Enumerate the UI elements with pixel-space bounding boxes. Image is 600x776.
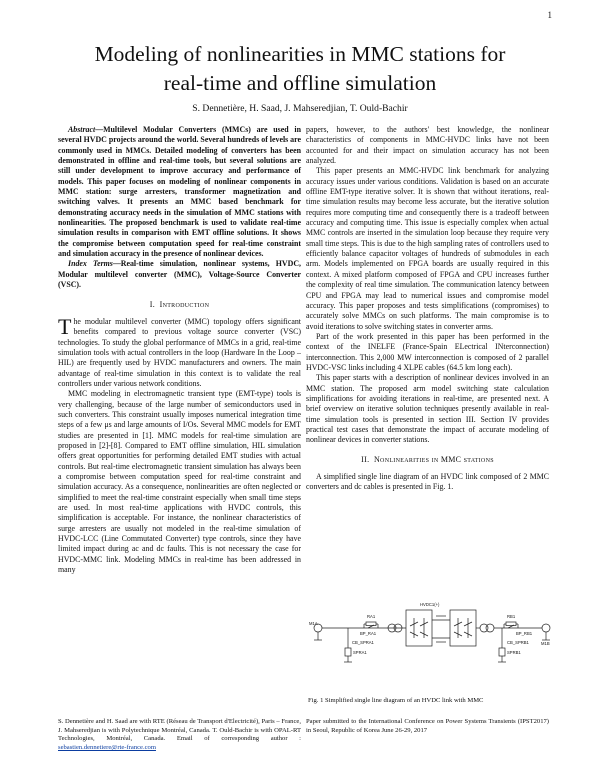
right-paragraph-2: This paper presents an MMC-HVDC link benchmark for analyzing accuracy issues under various conditions. Validation is based on an accurate offline EMT-type iterative solver. It is shown that without iterations, real-time simulation results may become less accurate, but the iterative solution requires more computing time and consequently there is a tradeoff between accuracy and computing time. This issue is especially complex when actual MMC controls are inserted in the simulation loop because they require very small time steps. This is due to the high sampling rates of controllers used to efficiently balance capacitor voltages of hundreds of submodules in each arm. Models implemented on FPGA boards are usually required in this context. A mixed platform composed of FPGA and CPU increases further the complexity of real time simulation. The communication latency between CPU and FPGA may lead to numerical issues and compromise model accuracy. This paper proposes and tests simplifications (compromises) to accurately solve MMCs on such platforms. The main compromise is to avoid iterations to solve switching states in converter arms.	[306, 166, 549, 331]
label-hvdc: HVDC1(+)	[420, 602, 440, 607]
right-paragraph-4: This paper starts with a description of nonlinear devices involved in an MMC station. The proposed arm model switching state calculation simplifications for avoiding iterations in real-time, are presented next. A brief overview on iterative solution techniques presently available in real-time simulation tools is presented in section III. Section IV provides practical test cases that demonstrate the impact of accurate modeling of nonlinear devices in converter stations.	[306, 373, 549, 445]
surge-arrester-right-icon	[499, 648, 505, 656]
intro-paragraph-1	[58, 313, 301, 389]
label-sprb1: SPRB1	[507, 650, 521, 655]
label-ra1: RA1	[367, 614, 376, 619]
section-heading-introduction	[58, 300, 301, 310]
abstract-text: —Multilevel Modular Converters (MMCs) are used in several HVDC projects around the world. Several hundreds of levels are commonly used in MMCs. Detailed modeling of converters has been demonstrated in offline and real-time tools, but several solutions are still under development to improve accuracy and performance of models. This paper focuses on modeling of nonlinear components in MMC station: surge arresters, transformer magnetization and switching valves. It presents an MMC based benchmark for demonstrating accuracy needs in the simulation of MMC stations with nonlinearities. The proposed benchmark is used to validate real-time simulation results in comparison with EMT offline solutions. It shows the compromise between computation speed for real-time constraint and simulation accuracy in the presence of nonlinear devices.	[58, 125, 301, 259]
label-spra1: SPRA1	[353, 650, 367, 655]
corresponding-email-link[interactable]: sebastien.dennetiere@rte-france.com	[58, 743, 156, 751]
label-m1b: M1B	[541, 641, 550, 646]
drop-cap: T	[58, 313, 72, 339]
label-m1a: M1A	[309, 621, 318, 626]
index-terms-text: —Real-time simulation, nonlinear systems, HVDC, Modular multilevel converter (MMC), Voltage-Source Converter (VSC).	[58, 259, 301, 290]
right-column	[306, 125, 549, 493]
source-right-icon	[542, 624, 550, 632]
section-number: II.	[361, 454, 370, 464]
label-cb-sprb1: CB_SPRB1	[507, 640, 529, 645]
section-title: Nonlinearities in MMC stations	[373, 454, 494, 464]
intro-paragraph-2: MMC modeling in electromagnetic transient type (EMT-type) tools is very challenging, because of the large number of semiconductors used in such converters. This constraint usually imposes numerical integration time steps of a few μs and large amounts of I/Os. Several MMC models for EMT studies are presented in [1]. MMC models for real-time simulation are proposed in [2]-[8]. Compared to EMT offline simulation, HIL simulation offers great opportunities for performing detailed EMT studies with actual controls. But real-time electromagnetic transient simulation has always been a compromise between computation speed for real-time constraint and simulation accuracy. As a consequence, nonlinearities are often neglected or simplified to meet the real-time constraint especially when small time steps are used. In most real-time applications with HVDC controls, this simplification is acceptable. For instance, the nonlinear characteristics of surge arresters are usually not modeled in the real-time simulation of HVDC-LCC (Line Commutated Converter) type controls, since they have limited impact during ac and dc faults. This is not necessary the case for HVDC-MMC link. Modeling MMCs in real-time has been addressed in many	[58, 389, 301, 575]
right-paragraph-3: Part of the work presented in this paper has been performed in the context of the INELFE (France-Spain ELectrical INterconnection) interconnection. This 2,000 MW interconnection is composed of 2 parallel HVDC-VSC links including 4 XLPE cables (64.5 km long each).	[306, 331, 549, 372]
paper-title	[40, 40, 560, 98]
page-number: 1	[547, 10, 552, 20]
resistor-rb1-icon	[506, 622, 516, 626]
abstract	[58, 125, 301, 259]
converter-left-icon	[406, 610, 432, 646]
label-bp-rb1: BP_RB1	[516, 631, 533, 636]
author-list: S. Dennetière, H. Saad, J. Mahseredjian, T. Ould-Bachir	[192, 103, 408, 114]
footnote-right: Paper submitted to the International Conference on Power Systems Transients (IPST2017) in Seoul, Republic of Korea June 26-29, 2017	[306, 718, 549, 734]
section-number: I.	[149, 299, 156, 309]
label-cb-spra1: CB_SPRA1	[352, 640, 374, 645]
title-line-2: real-time and offline simulation	[163, 71, 437, 95]
figure-1-diagram	[306, 598, 556, 696]
abstract-label: Abstract	[68, 125, 96, 134]
title-line-1: Modeling of nonlinearities in MMC stations for	[94, 42, 506, 66]
footnote-affiliations: S. Dennetière and H. Saad are with RTE (Réseau de Transport d'Electricité), Paris – France, J. Mahseredjian is with Polytechnique Montréal, Canada. T. Ould-Bachir is with OPAL-RT Technologies, Montréal, Canada. Email of corresponding author :	[58, 718, 301, 743]
converter-right-icon	[450, 610, 476, 646]
section-heading-nonlinearities	[306, 455, 549, 465]
intro-paragraph-1-text: he modular multilevel converter (MMC) topology offers significant benefits compared to previous voltage source converter (VSC) technologies. To study the global performance of MMCs in a grid, real-time simulation tools with actual controllers in the loop (Hardware In the Loop – HIL) are frequently used by HVDC manufacturers and owners. The main advantage of real-time simulation in this context is to validate the real controllers under various network conditions.	[58, 316, 301, 388]
section2-paragraph-1: A simplified single line diagram of an HVDC link composed of 2 MMC converters and dc cables is presented in Fig. 1.	[306, 472, 549, 492]
index-terms	[58, 259, 301, 290]
surge-arrester-left-icon	[345, 648, 351, 656]
right-paragraph-1: papers, however, to the authors' best knowledge, the nonlinear characteristics of components in MMC-HVDC links have not been accounted for and their impact on simulation accuracy has not been analyzed.	[306, 125, 549, 166]
footnote-left	[58, 718, 301, 752]
index-terms-label: Index Terms	[68, 259, 113, 269]
figure-1-caption: Fig. 1 Simplified single line diagram of an HVDC link with MMC	[308, 697, 484, 704]
label-bp-ra1: BP_RA1	[360, 631, 377, 636]
section-title: Introduction	[159, 299, 210, 309]
left-column	[58, 125, 301, 575]
resistor-ra1-icon	[366, 622, 376, 626]
label-rb1: RB1	[507, 614, 516, 619]
